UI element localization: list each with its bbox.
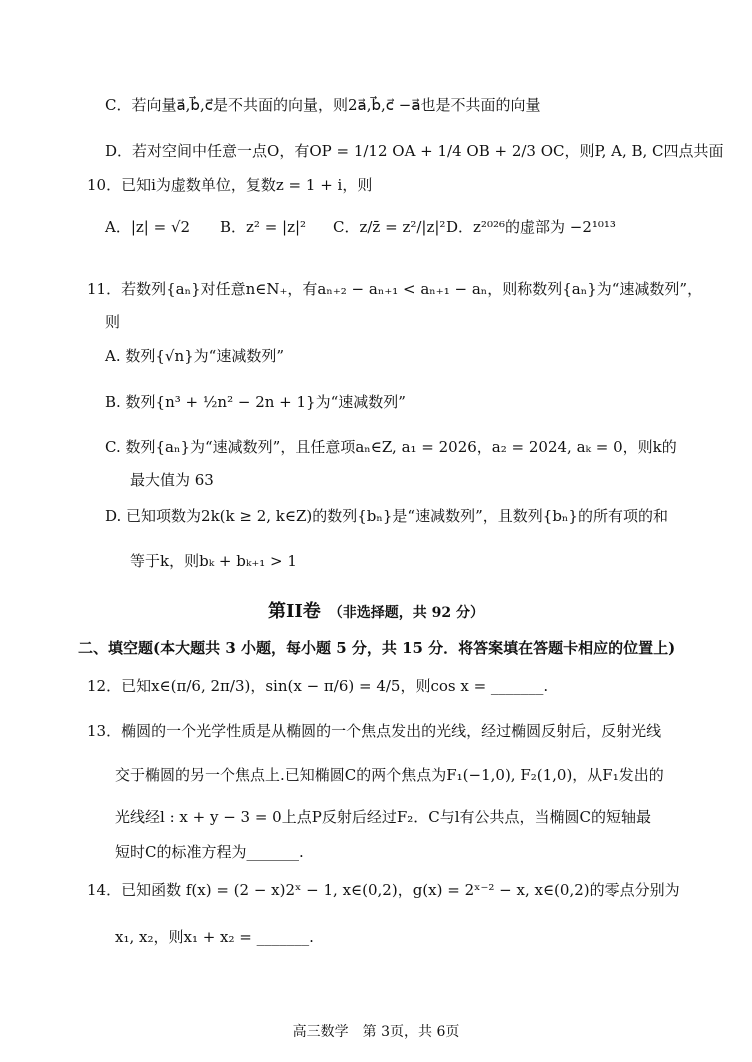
q14-line2: x₁, x₂，则x₁ + x₂ = _______. (115, 928, 314, 946)
q9-option-c: C．若向量a⃗,b⃗,c⃗是不共面的向量，则2a⃗,b⃗,c⃗ −a⃗也是不共面的向量 (105, 96, 541, 114)
q11-option-c-line2: 最大值为 63 (130, 471, 214, 489)
q14-line1: 14．已知函数 f(x) = (2 − x)2ˣ − 1, x∈(0,2)，g(x) = 2ˣ⁻² − x, x∈(0,2)的零点分别为 (87, 881, 680, 899)
q9-option-d: D．若对空间中任意一点O，有OP = 1/12 OA + 1/4 OB + 2/3 OC，则P, A, B, C四点共面 (105, 142, 724, 160)
q11-stem-line1: 11．若数列{aₙ}对任意n∈N₊，有aₙ₊₂ − aₙ₊₁ < aₙ₊₁ − aₙ，则称数列{aₙ}为“速减数列”， (87, 280, 703, 298)
q10-stem: 10．已知i为虚数单位，复数z = 1 + i，则 (87, 176, 373, 194)
page-footer: 高三数学 第 3页，共 6页 (292, 1024, 460, 1040)
part2-title: 第II卷 (267, 601, 321, 622)
q13-line2: 交于椭圆的另一个焦点上.已知椭圆C的两个焦点为F₁(−1,0), F₂(1,0)，从F₁发出的 (115, 766, 664, 784)
q11-option-d-line2: 等于k，则bₖ + bₖ₊₁ > 1 (130, 552, 297, 570)
q13-line4: 短时C的标准方程为_______. (115, 843, 304, 861)
q11-option-d-line1: D. 已知项数为2k(k ≥ 2, k∈Z)的数列{bₙ}是“速减数列”，且数列{bₙ}的所有项的和 (105, 507, 668, 525)
q11-option-c-line1: C. 数列{aₙ}为“速减数列”，且任意项aₙ∈Z, a₁ = 2026，a₂ = 2024, aₖ = 0，则k的 (105, 438, 677, 456)
section2-heading: 二、填空题(本大题共 3 小题，每小题 5 分，共 15 分．将答案填在答题卡相应的位置上) (78, 639, 676, 657)
q13-line1: 13．椭圆的一个光学性质是从椭圆的一个焦点发出的光线，经过椭圆反射后，反射光线 (87, 722, 662, 740)
q11-option-a: A. 数列{√n}为“速减数列” (105, 347, 285, 365)
q10-option-b: B．z² = |z|² (220, 218, 307, 236)
part2-heading (0, 597, 752, 623)
q10-option-a: A．|z| = √2 (105, 218, 191, 236)
q13-line3: 光线经l : x + y − 3 = 0上点P反射后经过F₂．C与l有公共点，当椭圆C的短轴最 (115, 808, 651, 826)
part2-subtitle: （非选择题，共 92 分） (328, 605, 485, 621)
q10-option-c: C．z/z̄ = z²/|z|² (333, 218, 446, 236)
q11-option-b: B. 数列{n³ + ½n² − 2n + 1}为“速减数列” (105, 393, 406, 411)
q11-stem-line2: 则 (105, 313, 121, 331)
q12: 12．已知x∈(π/6, 2π/3)，sin(x − π/6) = 4/5，则cos x = _______. (87, 677, 549, 695)
q10-option-d: D．z²⁰²⁶的虚部为 −2¹⁰¹³ (446, 218, 616, 236)
